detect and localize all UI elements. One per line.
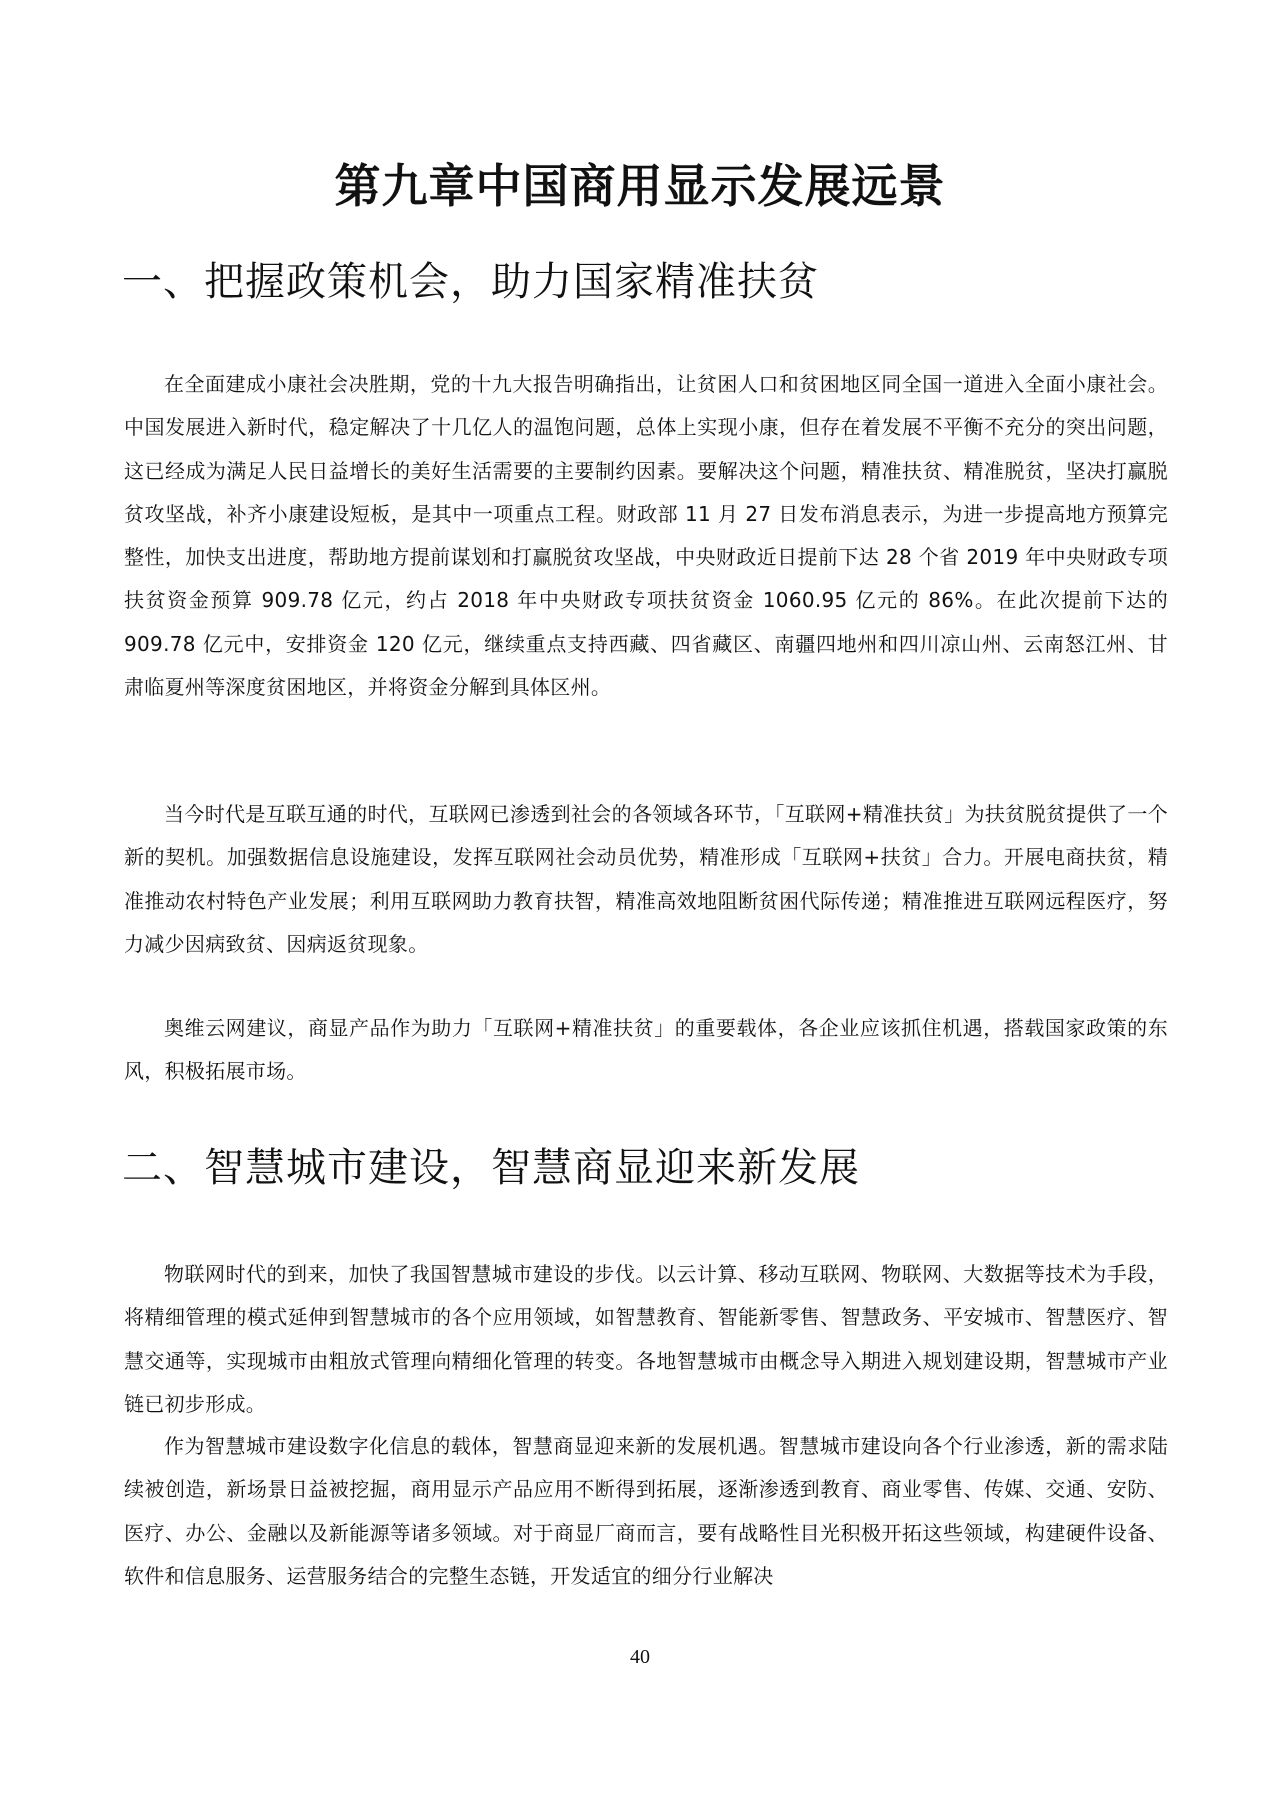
section-2-paragraph-2: 作为智慧城市建设数字化信息的载体，智慧商显迎来新的发展机遇。智慧城市建设向各个行业渗透，新的需求陆续被创造，新场景日益被挖掘，商用显示产品应用不断得到拓展，逐渐渗透到教育、商业零售、传媒、交通、安防、医疗、办公、金融以及新能源等诸多领域。对于商显厂商而言，要有战略性目光积极开拓这些领域，构建硬件设备、软件和信息服务、运营服务结合的完整生态链，开发适宜的细分行业解决 (124, 1434, 1168, 1588)
section-1-paragraph-3: 奥维云网建议，商显产品作为助力「互联网+精准扶贫」的重要载体，各企业应该抓住机遇，搭载国家政策的东风，积极拓展市场。 (124, 1016, 1168, 1084)
section-1-paragraph-1: 在全面建成小康社会决胜期，党的十九大报告明确指出，让贫困人口和贫困地区同全国一道进入全面小康社会。中国发展进入新时代，稳定解决了十几亿人的温饱问题，总体上实现小康，但存在着发展不平衡不充分的突出问题，这已经成为满足人民日益增长的美好生活需要的主要制约因素。要解决这个问题，精准扶贫、精准脱贫，坚决打赢脱贫攻坚战，补齐小康建设短板，是其中一项重点工程。财政部 11 月 27 日发布消息表示，为进一步提高地方预算完整性，加快支出进度，帮助地方提前谋划和打赢脱贫攻坚战，中央财政近日提前下达 28 个省 2019 年中央财政专项扶贫资金预算 909.78 亿元，约占 2018 年中央财政专项扶贫资金 1060.95 亿元的 86%。在此次提前下达的 909.78 亿元中，安排资金 120 亿元，继续重点支持西藏、四省藏区、南疆四地州和四川凉山州、云南怒江州、甘肃临夏州等深度贫困地区，并将资金分解到具体区州。 (124, 372, 1168, 700)
page-number: 40 (630, 1646, 650, 1668)
section-2-paragraph-1: 物联网时代的到来，加快了我国智慧城市建设的步伐。以云计算、移动互联网、物联网、大数据等技术为手段，将精细管理的模式延伸到智慧城市的各个应用领域，如智慧教育、智能新零售、智慧政务、平安城市、智慧医疗、智慧交通等，实现城市由粗放式管理向精细化管理的转变。各地智慧城市由概念导入期进入规划建设期，智慧城市产业链已初步形成。 (124, 1262, 1168, 1416)
section-1-paragraph-2: 当今时代是互联互通的时代，互联网已渗透到社会的各领域各环节，「互联网+精准扶贫」为扶贫脱贫提供了一个新的契机。加强数据信息设施建设，发挥互联网社会动员优势，精准形成「互联网+扶贫」合力。开展电商扶贫，精准推动农村特色产业发展；利用互联网助力教育扶智，精准高效地阻断贫困代际传递；精准推进互联网远程医疗，努力减少因病致贫、因病返贫现象。 (124, 802, 1168, 956)
chapter-title: 第九章中国商用显示发展远景 (334, 159, 946, 213)
section-heading-1: 一、把握政策机会，助力国家精准扶贫 (122, 259, 819, 305)
section-heading-2: 二、智慧城市建设，智慧商显迎来新发展 (122, 1145, 860, 1191)
